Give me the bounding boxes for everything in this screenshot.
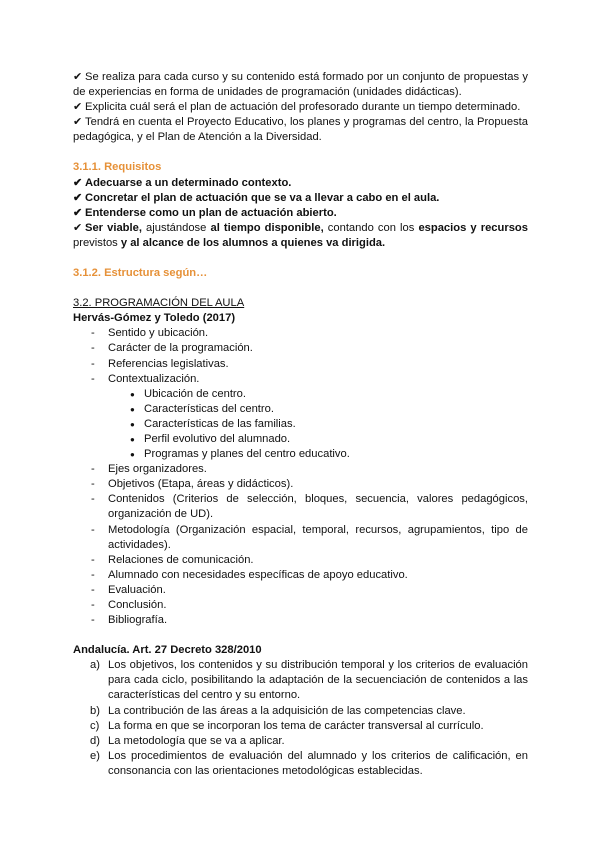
list-item: - Referencias legislativas. [73, 357, 528, 372]
requisito-item-viable: ✔ Ser viable, ajustándose al tiempo disponible, contando con los espacios y recursos previstos y al alcance de los alumnos a quienes va dirigida. [73, 221, 528, 249]
dash-marker: - [91, 463, 95, 476]
list-item: b) La contribución de las áreas a la adquisición de las competencias clave. [73, 704, 528, 719]
list-item: - Ejes organizadores. [73, 462, 528, 477]
dash-marker: - [91, 599, 95, 611]
list-item: - Conclusión. [73, 598, 528, 613]
sub-list-item: ● Características de las familias. [73, 417, 528, 432]
check-icon: ✔ [73, 116, 83, 129]
dash-marker: - [91, 523, 95, 536]
dash-marker: - [91, 614, 95, 627]
requisito-item: ✔ Entenderse como un plan de actuación abierto. [73, 206, 528, 221]
requisito-item: ✔ Adecuarse a un determinado contexto. [73, 176, 528, 191]
sub-list-item: ● Programas y planes del centro educativo. [73, 447, 528, 462]
programacion-heading: 3.2. PROGRAMACIÓN DEL AULA [73, 297, 245, 310]
list-item: e) Los procedimientos de evaluación del alumnado y los criterios de calificación, en consonancia con las orientaciones metodológicas establecidas. [90, 749, 528, 777]
check-icon: ✔ [73, 71, 83, 83]
bullet-icon: ● [130, 434, 135, 444]
dash-marker: - [91, 493, 95, 506]
check-icon: ✔ [73, 206, 83, 219]
list-item: - Evaluación. [73, 583, 528, 598]
dash-marker: - [91, 357, 95, 370]
check-icon: ✔ [73, 176, 83, 189]
list-item: - Relaciones de comunicación. [73, 553, 528, 568]
requisito-item: ✔ Concretar el plan de actuación que se va a llevar a cabo en el aula. [73, 191, 528, 206]
bullet-icon: ● [130, 419, 135, 429]
dash-marker: - [91, 342, 95, 355]
intro-check-item: ✔ Tendrá en cuenta el Proyecto Educativo, los planes y programas del centro, la Propuesta pedagógica, y el Plan de Atención a la Diversidad. [73, 116, 528, 144]
sub-list-item: ● Perfil evolutivo del alumnado. [73, 432, 528, 447]
dash-marker: - [91, 372, 95, 385]
alpha-marker: c) [90, 719, 100, 732]
alpha-marker: b) [90, 704, 100, 717]
check-icon: ✔ [73, 101, 83, 114]
list-item: - Bibliografía. [73, 613, 528, 628]
alpha-marker: a) [90, 659, 100, 672]
list-item: - Contextualización. [73, 372, 528, 387]
alpha-marker: d) [90, 734, 100, 747]
andalucia-heading: Andalucía. Art. 27 Decreto 328/2010 [73, 644, 262, 657]
check-icon: ✔ [73, 191, 83, 204]
bullet-icon: ● [130, 404, 135, 414]
dash-marker: - [91, 583, 95, 596]
bullet-icon: ● [130, 450, 135, 460]
bullet-icon: ● [130, 389, 135, 399]
andalucia-list [73, 658, 528, 779]
contextualizacion-sublist [73, 387, 528, 462]
list-item: - Carácter de la programación. [73, 341, 528, 356]
dash-marker: - [91, 327, 95, 340]
list-item: - Contenidos (Criterios de selección, bloques, secuencia, valores pedagógicos, organización de UD). [91, 493, 528, 521]
list-item: - Sentido y ubicación. [73, 326, 528, 341]
document-page [73, 70, 528, 779]
estructura-heading: 3.1.2. Estructura según… [73, 267, 208, 280]
list-item: - Objetivos (Etapa, áreas y didácticos). [73, 477, 528, 492]
dash-marker: - [91, 478, 95, 491]
list-item: d) La metodología que se va a aplicar. [73, 734, 528, 749]
check-icon: ✔ [73, 221, 83, 234]
alpha-marker: e) [90, 749, 100, 762]
intro-check-item: ✔ Se realiza para cada curso y su contenido está formado por un conjunto de propuestas y de experiencias en forma de unidades de programación (unidades didácticas). [73, 71, 528, 99]
sub-list-item: ● Características del centro. [73, 402, 528, 417]
programacion-list-continued [73, 462, 528, 628]
dash-marker: - [91, 568, 95, 581]
programacion-source: Hervás-Gómez y Toledo (2017) [73, 312, 236, 325]
programacion-list [73, 326, 528, 386]
requisitos-heading: 3.1.1. Requisitos [73, 161, 162, 174]
sub-list-item: ● Ubicación de centro. [73, 387, 528, 402]
list-item: c) La forma en que se incorporan los tema de carácter transversal al currículo. [73, 719, 528, 734]
dash-marker: - [91, 553, 95, 566]
list-item: a) Los objetivos, los contenidos y su distribución temporal y los criterios de evaluación para cada ciclo, posibilitando la adaptación de la secuenciación de contenidos a las características del centro y su entorno. [90, 659, 528, 702]
list-item: - Metodología (Organización espacial, temporal, recursos, agrupamientos, tipo de actividades). [91, 523, 528, 551]
list-item: - Alumnado con necesidades específicas de apoyo educativo. [73, 568, 528, 583]
intro-check-item: ✔ Explicita cuál será el plan de actuación del profesorado durante un tiempo determinado. [73, 100, 528, 115]
